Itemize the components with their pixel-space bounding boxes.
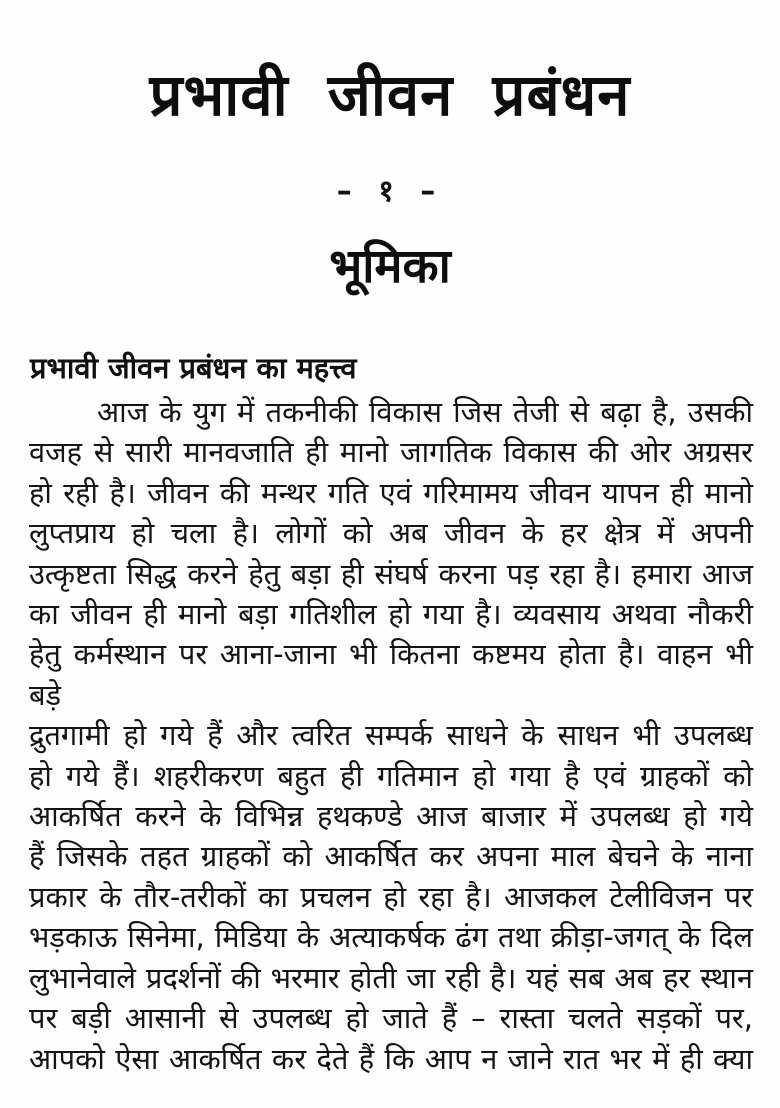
- body-line: आकर्षित करने के विभिन्न हथकण्डे आज बाजार में उपलब्ध हो गये: [29, 799, 753, 834]
- body-line: आज के युग में तकनीकी विकास जिस तेजी से बढ़ा है, उसकी: [97, 395, 753, 429]
- body-line: का जीवन ही मानो बड़ा गतिशील हो गया है। व्यवसाय अथवा नौकरी: [29, 597, 753, 632]
- body-paragraph: [29, 392, 753, 1079]
- body-line: भड़काऊ सिनेमा, मिडिया के अत्याकर्षक ढंग तथा क्रीड़ा-जगत् के दिल: [29, 920, 753, 955]
- body-line: हो रही है। जीवन की मन्थर गति एवं गरिमामय जीवन यापन ही मानो: [29, 475, 753, 510]
- body-line: हैं जिसके तहत ग्राहकों को आकर्षित कर अपना माल बेचने के नाना: [29, 839, 753, 874]
- chapter-number: – १ –: [336, 174, 444, 209]
- chapter-heading: भूमिका: [329, 239, 451, 294]
- body-line: लुप्तप्राय हो चला है। लोगों को अब जीवन के हर क्षेत्र में अपनी: [29, 516, 753, 551]
- body-line: आपको ऐसा आकर्षित कर देते हैं कि आप न जाने रात भर में ही क्या: [29, 1041, 753, 1076]
- body-line: हेतु कर्मस्थान पर आना-जाना भी कितना कष्टमय होता है। वाहन भी बड़े: [29, 637, 753, 712]
- section-heading: प्रभावी जीवन प्रबंधन का महत्त्व: [30, 351, 357, 385]
- body-line: लुभानेवाले प्रदर्शनों की भरमार होती जा रही है। यहं सब अब हर स्थान: [29, 960, 753, 995]
- body-line: पर बड़ी आसानी से उपलब्ध हो जाते हैं – रास्ता चलते सड़कों पर,: [29, 1001, 753, 1036]
- body-line: प्रकार के तौर-तरीकों का प्रचलन हो रहा है। आजकल टेलीविजन पर: [29, 879, 753, 914]
- body-line: हो गये हैं। शहरीकरण बहुत ही गतिमान हो गया है एवं ग्राहकों को: [29, 758, 753, 793]
- book-title: प्रभावी जीवन प्रबंधन: [149, 61, 631, 129]
- body-line: द्रुतगामी हो गये हैं और त्वरित सम्पर्क साधने के साधन भी उपलब्ध: [29, 718, 753, 753]
- body-line: वजह से सारी मानवजाति ही मानो जागतिक विकास की ओर अग्रसर: [29, 435, 753, 470]
- body-line: उत्कृष्टता सिद्ध करने हेतु बड़ा ही संघर्ष करना पड़ रहा है। हमारा आज: [29, 556, 753, 591]
